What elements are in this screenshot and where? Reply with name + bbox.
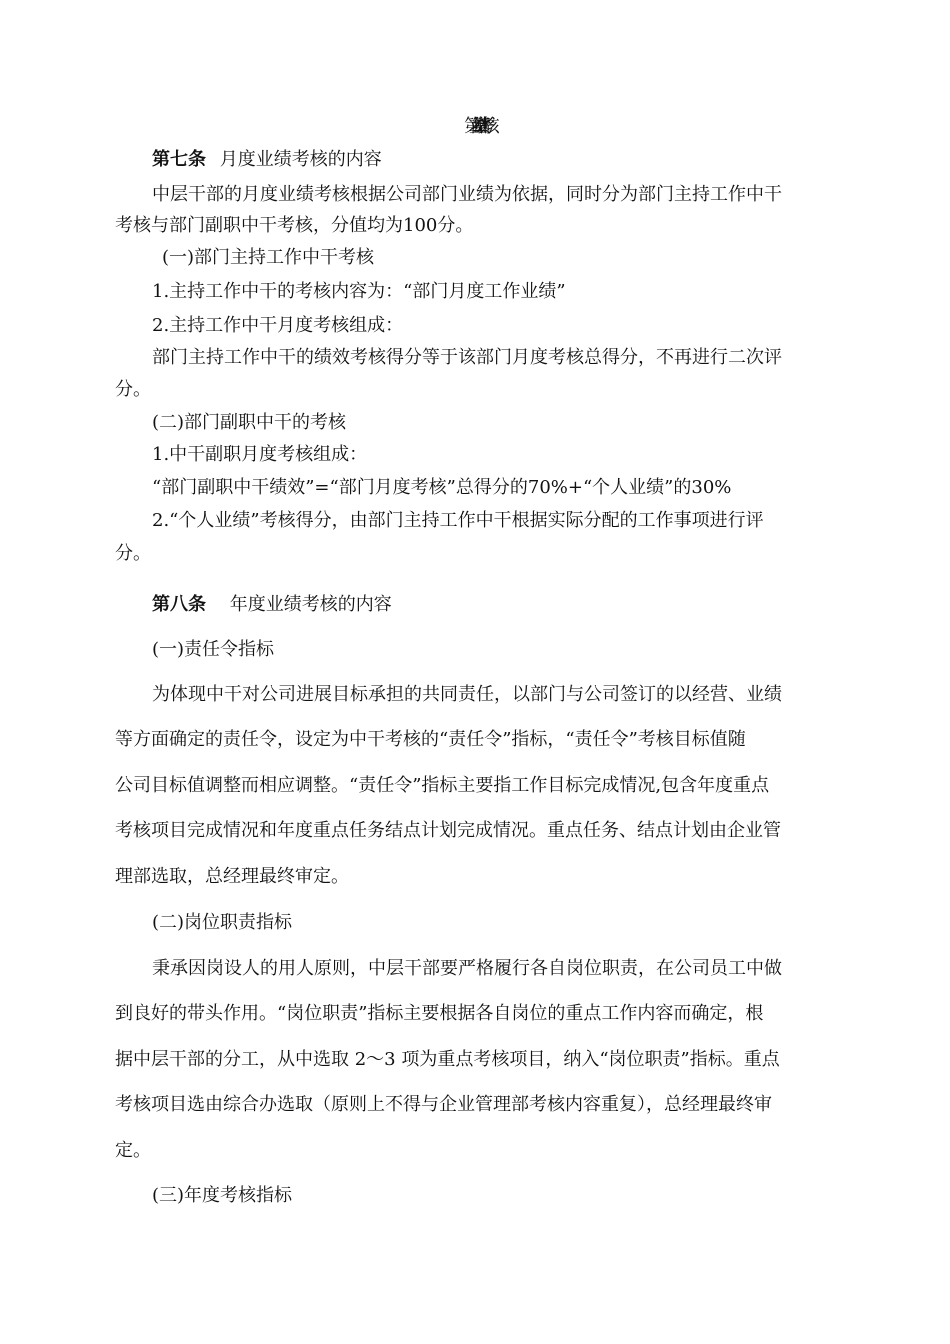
section-heading: (二)岗位职责指标: [152, 912, 293, 933]
paragraph-line: 到良好的带头作用。“岗位职责”指标主要根据各自岗位的重点工作内容而确定，根: [115, 1003, 764, 1024]
section-heading: (一)责任令指标: [152, 639, 275, 660]
paragraph-line: 中层干部的月度业绩考核根据公司部门业绩为依据，同时分为部门主持工作中干: [152, 184, 782, 205]
article-8-title: 年度业绩考核的内容: [229, 594, 392, 615]
article-7-title: 月度业绩考核的内容: [219, 149, 382, 170]
paragraph-line: 分。: [115, 543, 151, 564]
article-7-heading: [152, 151, 382, 169]
list-item: 2.“个人业绩”考核得分，由部门主持工作中干根据实际分配的工作事项进行评: [152, 510, 764, 531]
list-item: 1.主持工作中干的考核内容为：“部门月度工作业绩”: [152, 281, 566, 302]
paragraph-line: 考核项目完成情况和年度重点任务结点计划完成情况。重点任务、结点计划由企业管: [115, 820, 781, 841]
article-7-label: 第七条: [152, 149, 206, 170]
paragraph-line: 秉承因岗设人的用人原则，中层干部要严格履行各自岗位职责，在公司员工中做: [152, 958, 782, 979]
paragraph-line: 公司目标值调整而相应调整。“责任令”指标主要指工作目标完成情况,包含年度重点: [115, 775, 770, 796]
chapter-title: 第二章 业绩考核: [464, 116, 486, 137]
paragraph-line: 据中层干部的分工，从中选取 2～3 项为重点考核项目，纳入“岗位职责”指标。重点: [115, 1049, 780, 1070]
paragraph-line: 等方面确定的责任令，设定为中干考核的“责任令”指标，“责任令”考核目标值随: [115, 729, 746, 750]
paragraph-line: 部门主持工作中干的绩效考核得分等于该部门月度考核总得分，不再进行二次评: [152, 347, 782, 368]
paragraph-line: 分。: [115, 379, 151, 400]
paragraph-line: 考核与部门副职中干考核，分值均为100分。: [115, 215, 474, 236]
list-item: 2.主持工作中干月度考核组成：: [152, 315, 404, 336]
formula-line: “部门副职中干绩效”=“部门月度考核”总得分的70%+“个人业绩”的30%: [152, 477, 732, 498]
article-8-heading: [152, 596, 392, 614]
list-item: 1.中干副职月度考核组成：: [152, 444, 368, 465]
paragraph-line: 考核项目选由综合办选取（原则上不得与企业管理部考核内容重复），总经理最终审: [115, 1094, 772, 1115]
paragraph-line: 理部选取，总经理最终审定。: [115, 866, 349, 887]
paragraph-line: 为体现中干对公司进展目标承担的共同责任，以部门与公司签订的以经营、业绩: [152, 684, 782, 705]
section-heading: (一)部门主持工作中干考核: [162, 247, 375, 268]
paragraph-line: 定。: [115, 1140, 151, 1161]
section-heading: (二)部门副职中干的考核: [152, 412, 347, 433]
article-8-label: 第八条: [152, 594, 206, 615]
section-heading: (三)年度考核指标: [152, 1185, 293, 1206]
